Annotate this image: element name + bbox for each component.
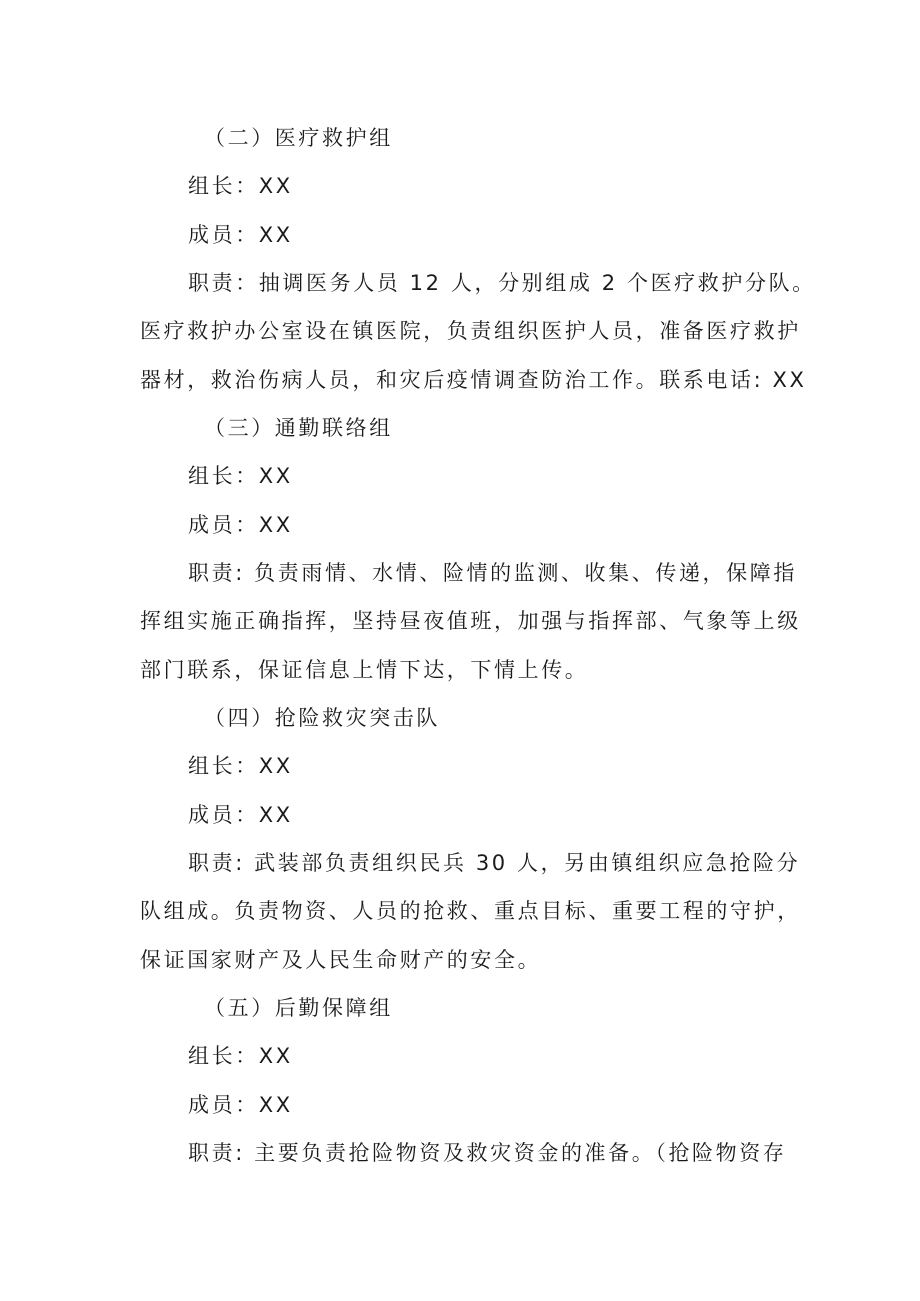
section-duty-line-medical-rescue: 职责：抽调医务人员 12 人，分别组成 2 个医疗救护分队。 xyxy=(188,271,816,295)
section-duty-line-medical-rescue: 医疗救护办公室设在镇医院，负责组织医护人员，准备医疗救护 xyxy=(140,319,801,343)
section-leader-logistics: 组长：XX xyxy=(188,1044,293,1068)
section-heading-emergency-rescue: （四）抢险救灾突击队 xyxy=(204,706,440,730)
section-duty-line-logistics: 职责: 主要负责抢险物资及救灾资金的准备。（抢险物资存 xyxy=(188,1141,787,1165)
section-heading-medical-rescue: （二）医疗救护组 xyxy=(204,126,393,150)
section-heading-logistics: （五）后勤保障组 xyxy=(204,996,393,1020)
section-members-logistics: 成员：XX xyxy=(188,1093,293,1117)
section-members-communication: 成员：XX xyxy=(188,513,293,537)
section-duty-line-emergency-rescue: 保证国家财产及人民生命财产的安全。 xyxy=(140,948,542,972)
section-duty-line-emergency-rescue: 职责: 武装部负责组织民兵 30 人，另由镇组织应急抢险分 xyxy=(188,851,801,875)
section-leader-communication: 组长：XX xyxy=(188,464,293,488)
section-duty-line-communication: 挥组实施正确指挥，坚持昼夜值班，加强与指挥部、气象等上级 xyxy=(140,609,801,633)
section-members-emergency-rescue: 成员：XX xyxy=(188,803,293,827)
section-duty-line-emergency-rescue: 队组成。负责物资、人员的抢救、重点目标、重要工程的守护， xyxy=(140,899,801,923)
section-duty-line-medical-rescue: 器材，救治伤病人员，和灾后疫情调查防治工作。联系电话: XX xyxy=(140,368,807,392)
section-leader-medical-rescue: 组长：XX xyxy=(188,174,293,198)
section-leader-emergency-rescue: 组长：XX xyxy=(188,754,293,778)
section-duty-line-communication: 部门联系，保证信息上情下达，下情上传。 xyxy=(140,658,589,682)
section-members-medical-rescue: 成员：XX xyxy=(188,223,293,247)
section-duty-line-communication: 职责: 负责雨情、水情、险情的监测、收集、传递，保障指 xyxy=(188,561,797,585)
section-heading-communication: （三）通勤联络组 xyxy=(204,416,393,440)
